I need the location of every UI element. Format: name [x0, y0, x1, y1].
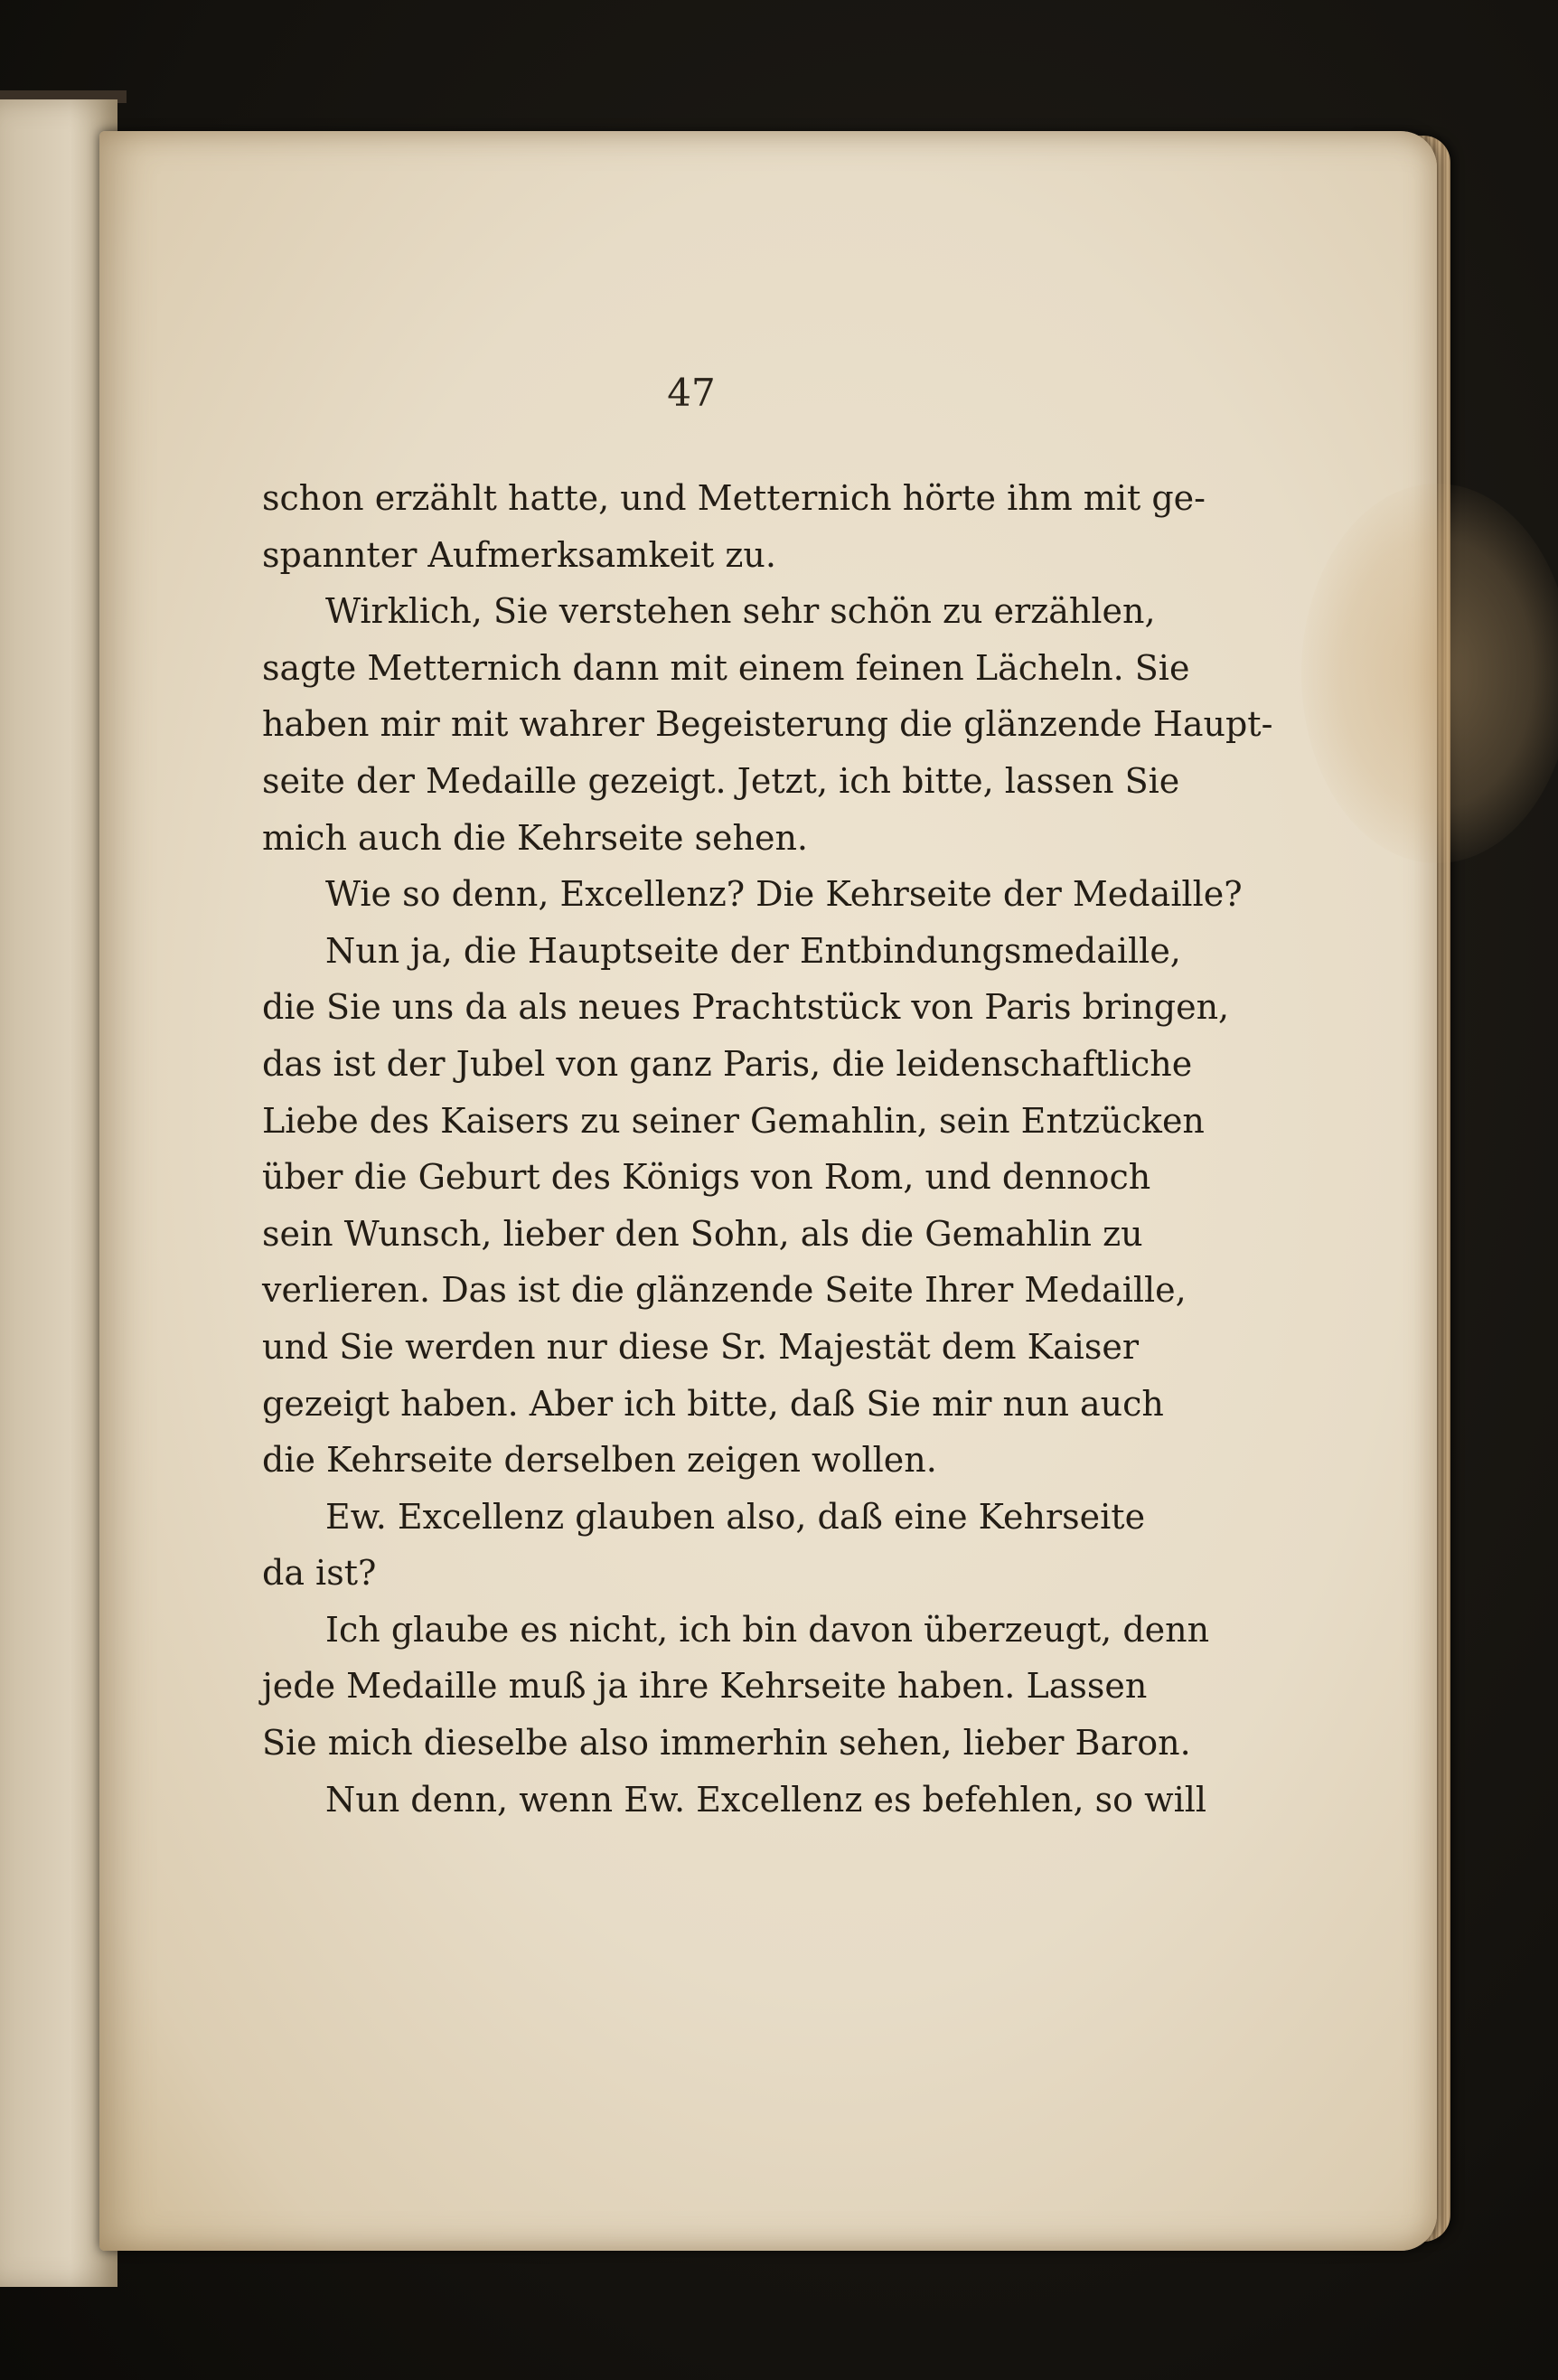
- text-line: Sie mich dieselbe also immerhin sehen, lieber Baron.: [262, 1723, 1191, 1764]
- text-line: Nun denn, wenn Ew. Excellenz es befehlen, so will: [325, 1779, 1207, 1820]
- text-line: sagte Metternich dann mit einem feinen Lächeln. Sie: [262, 647, 1190, 688]
- text-line: gezeigt haben. Aber ich bitte, daß Sie mir nun auch: [262, 1383, 1164, 1424]
- text-line: Liebe des Kaisers zu seiner Gemahlin, sein Entzücken: [262, 1100, 1205, 1141]
- text-line: sein Wunsch, lieber den Sohn, als die Gemahlin zu: [262, 1213, 1143, 1254]
- text-line: die Sie uns da als neues Prachtstück von Paris bringen,: [262, 987, 1230, 1028]
- text-line: Nun ja, die Hauptseite der Entbindungsmedaille,: [325, 930, 1181, 971]
- text-line: spannter Aufmerksamkeit zu.: [262, 534, 776, 575]
- page-number: 47: [667, 371, 716, 415]
- text-line: verlieren. Das ist die glänzende Seite Ihrer Medaille,: [262, 1270, 1187, 1311]
- text-line: Wirklich, Sie verstehen sehr schön zu erzählen,: [325, 591, 1156, 632]
- text-line: über die Geburt des Königs von Rom, und dennoch: [262, 1157, 1151, 1198]
- text-line: Wie so denn, Excellenz? Die Kehrseite der Medaille?: [325, 874, 1243, 915]
- text-line: seite der Medaille gezeigt. Jetzt, ich bitte, lassen Sie: [262, 760, 1180, 801]
- text-line: Ew. Excellenz glauben also, daß eine Kehrseite: [325, 1496, 1146, 1537]
- text-line: die Kehrseite derselben zeigen wollen.: [262, 1440, 937, 1481]
- text-line: haben mir mit wahrer Begeisterung die glänzende Haupt-: [262, 704, 1273, 745]
- paper-stain: [1301, 484, 1558, 863]
- text-line: mich auch die Kehrseite sehen.: [262, 817, 809, 858]
- body-text: [262, 470, 1273, 1828]
- text-line: jede Medaille muß ja ihre Kehrseite haben. Lassen: [262, 1666, 1148, 1707]
- text-line: da ist?: [262, 1553, 377, 1594]
- text-line: schon erzählt hatte, und Metternich hörte ihm mit ge-: [262, 478, 1206, 518]
- text-line: das ist der Jubel von ganz Paris, die leidenschaftliche: [262, 1043, 1193, 1084]
- text-line: Ich glaube es nicht, ich bin davon überzeugt, denn: [325, 1609, 1210, 1650]
- text-line: und Sie werden nur diese Sr. Majestät dem Kaiser: [262, 1326, 1139, 1367]
